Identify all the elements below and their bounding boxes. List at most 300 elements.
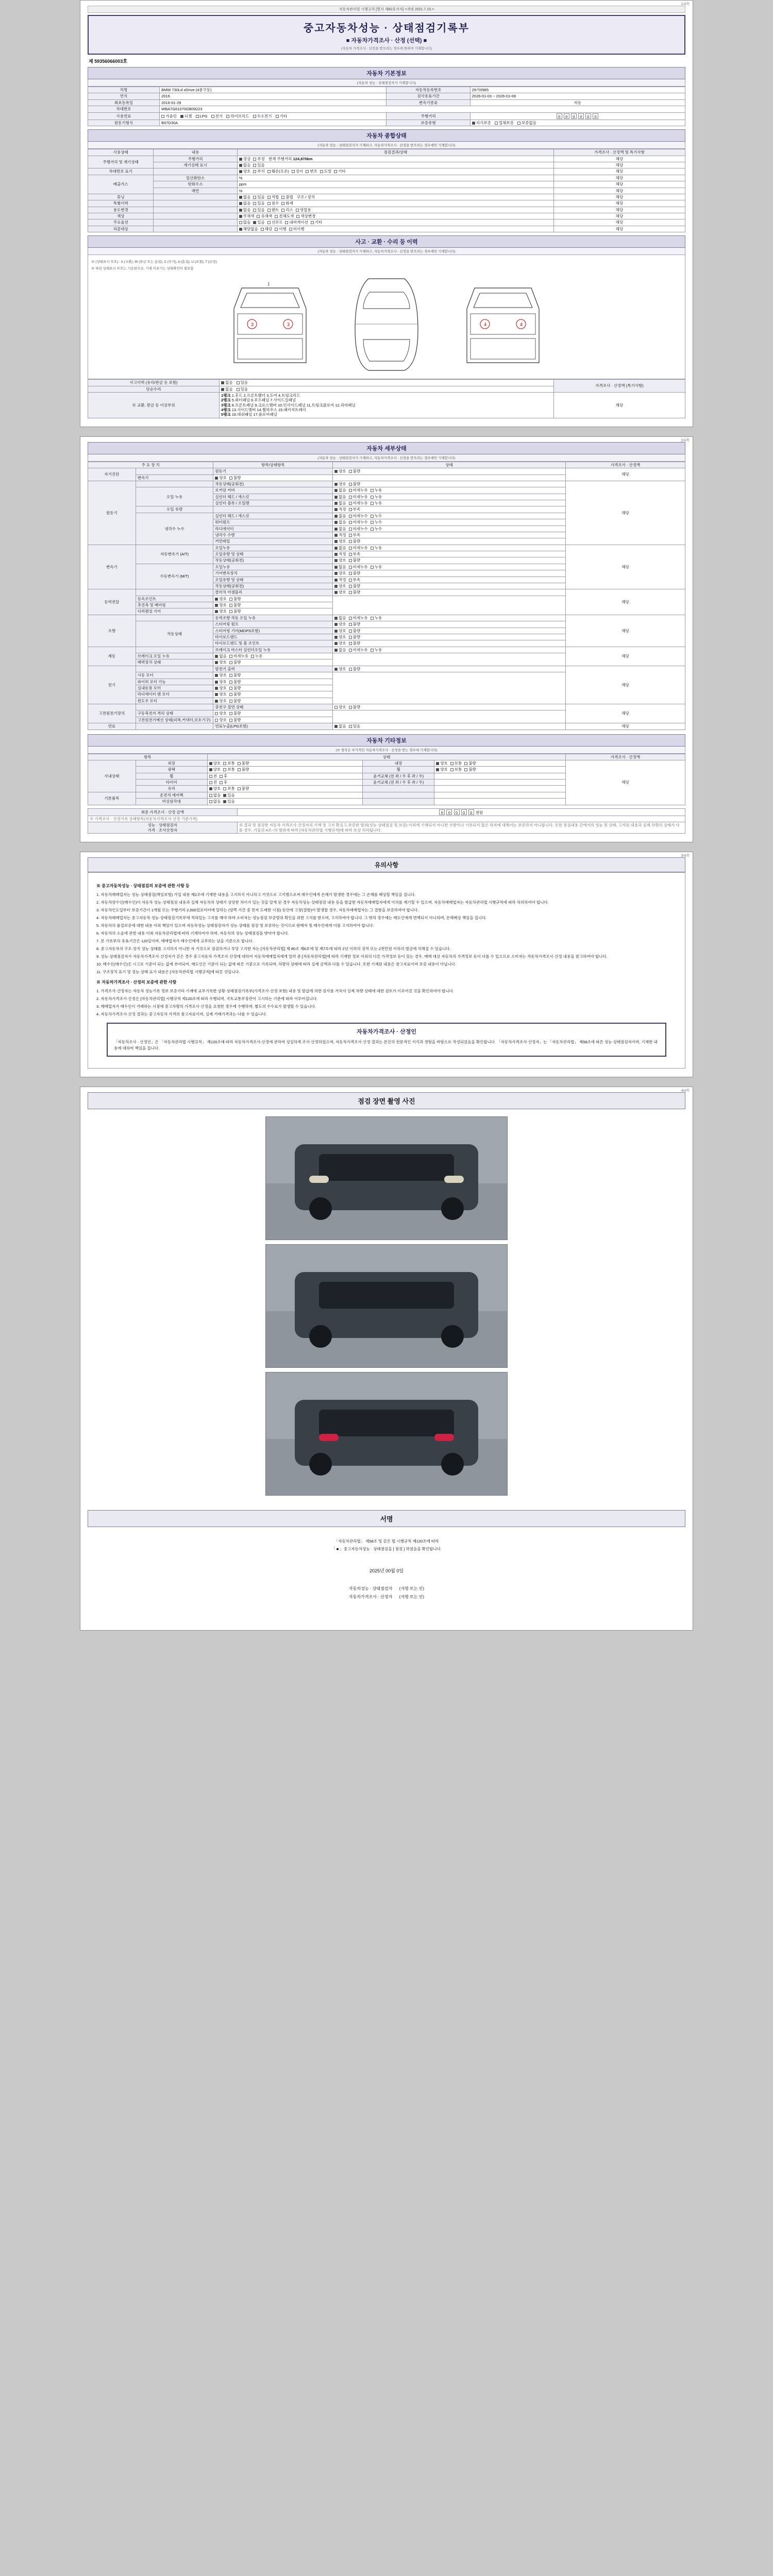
detail-option[interactable] (349, 482, 361, 486)
detail-option[interactable] (334, 539, 346, 544)
checkbox-icon[interactable] (334, 623, 338, 626)
checkbox-icon[interactable] (334, 496, 338, 499)
checkbox-icon[interactable] (349, 534, 352, 537)
checkbox-icon[interactable] (334, 566, 338, 569)
detail-option[interactable] (215, 673, 227, 677)
detail-option[interactable] (229, 686, 241, 690)
detail-option[interactable] (349, 565, 368, 569)
etc-option[interactable] (209, 780, 217, 785)
checkbox-icon[interactable] (215, 655, 218, 658)
checkbox-icon[interactable] (215, 610, 218, 613)
checkbox-icon[interactable] (371, 566, 374, 569)
checkbox-icon[interactable] (464, 768, 467, 771)
checkbox-icon[interactable] (215, 681, 218, 684)
detail-option[interactable] (349, 641, 361, 646)
checkbox-icon[interactable] (223, 794, 226, 797)
checkbox-icon[interactable] (306, 170, 309, 173)
overall-option[interactable] (267, 169, 289, 174)
detail-option[interactable] (334, 578, 346, 582)
checkbox-icon[interactable] (229, 700, 232, 703)
checkbox-icon[interactable] (238, 762, 241, 765)
fuel-option[interactable]: 디젤 (180, 114, 192, 118)
etc-option[interactable] (238, 761, 249, 766)
checkbox-icon[interactable] (371, 649, 374, 652)
checkbox-icon[interactable] (334, 508, 338, 511)
detail-option[interactable] (215, 686, 227, 690)
checkbox-icon[interactable] (209, 787, 212, 790)
fuel-option[interactable]: 기타 (276, 114, 288, 118)
detail-option[interactable] (334, 724, 346, 728)
checkbox-icon[interactable] (349, 547, 352, 550)
etc-option[interactable] (238, 767, 249, 772)
checkbox-icon[interactable] (349, 706, 352, 709)
checkbox-icon[interactable] (349, 725, 352, 728)
checkbox-icon[interactable] (239, 215, 242, 218)
checkbox-icon[interactable] (229, 655, 232, 658)
checkbox-icon[interactable] (349, 636, 352, 639)
detail-option[interactable] (229, 692, 241, 697)
checkbox-icon[interactable] (349, 630, 352, 633)
detail-option[interactable] (349, 495, 368, 499)
detail-option[interactable] (334, 533, 346, 537)
detail-option[interactable] (349, 648, 368, 652)
detail-option[interactable] (334, 571, 346, 575)
checkbox-icon[interactable] (334, 642, 338, 645)
etc-option[interactable] (223, 786, 235, 791)
overall-option[interactable] (257, 214, 272, 218)
fuel-option[interactable]: 전기 (211, 114, 223, 118)
detail-option[interactable] (349, 488, 368, 493)
detail-option[interactable] (371, 488, 382, 493)
checkbox-icon[interactable] (436, 768, 439, 771)
fuel-option[interactable]: LPG (196, 114, 208, 118)
checkbox-icon[interactable] (495, 122, 498, 125)
detail-option[interactable] (334, 558, 346, 563)
detail-option[interactable] (334, 514, 346, 518)
detail-option[interactable] (371, 495, 382, 499)
overall-option[interactable] (239, 195, 251, 199)
checkbox-icon[interactable] (237, 381, 240, 384)
checkbox-icon[interactable] (371, 547, 374, 550)
checkbox-icon[interactable] (334, 483, 338, 486)
checkbox-icon[interactable] (349, 566, 352, 569)
checkbox-icon[interactable] (275, 228, 278, 231)
overall-option[interactable] (306, 169, 317, 174)
checkbox-icon[interactable] (472, 122, 475, 125)
checkbox-icon[interactable] (334, 649, 338, 652)
detail-option[interactable] (334, 546, 346, 550)
checkbox-icon[interactable] (215, 687, 218, 690)
etc-option[interactable] (436, 767, 448, 772)
detail-option[interactable] (334, 667, 346, 671)
checkbox-icon[interactable] (226, 115, 229, 118)
detail-option[interactable] (334, 622, 346, 626)
checkbox-icon[interactable] (334, 534, 338, 537)
detail-option[interactable] (371, 648, 382, 652)
checkbox-icon[interactable] (334, 489, 338, 492)
checkbox-icon[interactable] (349, 515, 352, 518)
etc-option[interactable] (209, 799, 221, 804)
detail-option[interactable] (229, 476, 241, 480)
detail-option[interactable] (334, 629, 346, 633)
detail-option[interactable] (371, 520, 382, 524)
detail-option[interactable] (334, 635, 346, 639)
detail-option[interactable] (349, 705, 361, 709)
etc-option[interactable] (464, 767, 476, 772)
checkbox-icon[interactable] (349, 585, 352, 588)
etc-option[interactable] (223, 761, 235, 766)
detail-option[interactable] (229, 718, 241, 722)
checkbox-icon[interactable] (267, 221, 271, 224)
detail-option[interactable] (215, 692, 227, 697)
checkbox-icon[interactable] (253, 202, 256, 205)
accident-option[interactable]: 있음 (237, 380, 248, 385)
detail-option[interactable] (334, 488, 346, 493)
checkbox-icon[interactable] (349, 483, 352, 486)
checkbox-icon[interactable] (220, 781, 223, 784)
checkbox-icon[interactable] (334, 630, 338, 633)
checkbox-icon[interactable] (253, 115, 256, 118)
checkbox-icon[interactable] (239, 221, 242, 224)
checkbox-icon[interactable] (209, 781, 212, 784)
detail-option[interactable] (349, 667, 361, 671)
detail-option[interactable] (334, 520, 346, 524)
checkbox-icon[interactable] (349, 470, 352, 473)
checkbox-icon[interactable] (289, 228, 292, 231)
detail-option[interactable] (215, 597, 227, 601)
overall-option[interactable] (311, 220, 323, 225)
checkbox-icon[interactable] (211, 115, 214, 118)
checkbox-icon[interactable] (275, 215, 278, 218)
etc-option[interactable] (436, 761, 448, 766)
etc-option[interactable] (220, 774, 227, 778)
detail-option[interactable] (334, 469, 346, 473)
checkbox-icon[interactable] (281, 209, 284, 212)
checkbox-icon[interactable] (253, 170, 256, 173)
checkbox-icon[interactable] (215, 700, 218, 703)
etc-option[interactable] (209, 793, 221, 798)
checkbox-icon[interactable] (229, 604, 232, 607)
checkbox-icon[interactable] (267, 170, 271, 173)
overall-option[interactable] (239, 208, 251, 212)
detail-option[interactable] (229, 699, 241, 703)
checkbox-icon[interactable] (334, 579, 338, 582)
checkbox-icon[interactable] (334, 706, 338, 709)
detail-option[interactable] (229, 609, 241, 614)
checkbox-icon[interactable] (253, 158, 256, 161)
checkbox-icon[interactable] (371, 617, 374, 620)
overall-option[interactable] (261, 227, 273, 231)
etc-option[interactable] (464, 761, 476, 766)
detail-option[interactable] (334, 641, 346, 646)
overall-option[interactable] (239, 214, 255, 218)
warranty-option[interactable]: 업체보증 (495, 121, 514, 125)
checkbox-icon[interactable] (229, 674, 232, 677)
checkbox-icon[interactable] (221, 388, 224, 391)
checkbox-icon[interactable] (349, 623, 352, 626)
checkbox-icon[interactable] (349, 617, 352, 620)
checkbox-icon[interactable] (349, 642, 352, 645)
detail-option[interactable] (215, 699, 227, 703)
checkbox-icon[interactable] (334, 547, 338, 550)
etc-option[interactable] (223, 793, 235, 798)
overall-option[interactable] (292, 169, 304, 174)
detail-option[interactable] (215, 680, 227, 684)
checkbox-icon[interactable] (334, 585, 338, 588)
detail-option[interactable] (215, 660, 227, 665)
overall-option[interactable] (296, 208, 311, 212)
overall-option[interactable] (281, 195, 293, 199)
detail-option[interactable] (349, 616, 368, 620)
checkbox-icon[interactable] (209, 768, 212, 771)
checkbox-icon[interactable] (296, 209, 299, 212)
checkbox-icon[interactable] (215, 604, 218, 607)
overall-option[interactable] (267, 208, 279, 212)
checkbox-icon[interactable] (229, 661, 232, 664)
detail-option[interactable] (215, 711, 227, 716)
checkbox-icon[interactable] (209, 775, 212, 778)
detail-option[interactable] (349, 584, 361, 588)
overall-option[interactable] (267, 195, 279, 199)
checkbox-icon[interactable] (349, 508, 352, 511)
overall-option[interactable] (275, 227, 287, 231)
checkbox-icon[interactable] (239, 202, 242, 205)
checkbox-icon[interactable] (349, 521, 352, 524)
etc-option[interactable] (450, 767, 462, 772)
detail-option[interactable] (371, 527, 382, 531)
detail-option[interactable] (349, 590, 361, 595)
checkbox-icon[interactable] (215, 661, 218, 664)
detail-option[interactable] (334, 616, 346, 620)
checkbox-icon[interactable] (229, 681, 232, 684)
checkbox-icon[interactable] (215, 712, 218, 715)
detail-option[interactable] (334, 527, 346, 531)
overall-option[interactable] (267, 201, 279, 206)
checkbox-icon[interactable] (334, 668, 338, 671)
checkbox-icon[interactable] (371, 528, 374, 531)
detail-option[interactable] (349, 635, 361, 639)
detail-option[interactable] (349, 724, 361, 728)
checkbox-icon[interactable] (276, 115, 279, 118)
checkbox-icon[interactable] (253, 196, 256, 199)
fuel-option[interactable]: 하이브리드 (226, 114, 249, 118)
checkbox-icon[interactable] (349, 496, 352, 499)
checkbox-icon[interactable] (349, 502, 352, 505)
detail-option[interactable] (349, 629, 361, 633)
checkbox-icon[interactable] (349, 559, 352, 562)
detail-option[interactable] (215, 718, 227, 722)
detail-option[interactable] (349, 571, 361, 575)
checkbox-icon[interactable] (239, 164, 242, 167)
checkbox-icon[interactable] (215, 693, 218, 696)
overall-option[interactable] (334, 169, 346, 174)
checkbox-icon[interactable] (320, 170, 323, 173)
checkbox-icon[interactable] (371, 515, 374, 518)
checkbox-icon[interactable] (349, 579, 352, 582)
checkbox-icon[interactable] (334, 591, 338, 594)
detail-option[interactable] (334, 501, 346, 505)
checkbox-icon[interactable] (209, 800, 212, 803)
fuel-option[interactable]: 가솔린 (161, 114, 177, 118)
detail-option[interactable] (334, 584, 346, 588)
detail-option[interactable] (334, 482, 346, 486)
checkbox-icon[interactable] (229, 477, 232, 480)
simple-repair-option[interactable]: 없음 (221, 387, 233, 392)
checkbox-icon[interactable] (349, 540, 352, 543)
checkbox-icon[interactable] (371, 496, 374, 499)
checkbox-icon[interactable] (349, 649, 352, 652)
checkbox-icon[interactable] (238, 768, 241, 771)
checkbox-icon[interactable] (517, 122, 520, 125)
checkbox-icon[interactable] (257, 215, 260, 218)
checkbox-icon[interactable] (285, 221, 288, 224)
detail-option[interactable] (334, 565, 346, 569)
checkbox-icon[interactable] (215, 719, 218, 722)
overall-option[interactable] (320, 169, 332, 174)
checkbox-icon[interactable] (239, 170, 242, 173)
checkbox-icon[interactable] (334, 559, 338, 562)
checkbox-icon[interactable] (239, 228, 242, 231)
checkbox-icon[interactable] (215, 674, 218, 677)
checkbox-icon[interactable] (253, 221, 256, 224)
checkbox-icon[interactable] (334, 502, 338, 505)
detail-option[interactable] (371, 514, 382, 518)
detail-option[interactable] (229, 654, 248, 658)
checkbox-icon[interactable] (464, 762, 467, 765)
detail-option[interactable] (334, 590, 346, 595)
checkbox-icon[interactable] (296, 215, 299, 218)
etc-option[interactable] (223, 799, 235, 804)
checkbox-icon[interactable] (267, 202, 271, 205)
checkbox-icon[interactable] (349, 668, 352, 671)
checkbox-icon[interactable] (334, 725, 338, 728)
checkbox-icon[interactable] (221, 381, 224, 384)
checkbox-icon[interactable] (253, 209, 256, 212)
checkbox-icon[interactable] (334, 636, 338, 639)
overall-option[interactable] (253, 195, 265, 199)
checkbox-icon[interactable] (349, 489, 352, 492)
overall-option[interactable] (253, 220, 265, 225)
overall-option[interactable] (289, 227, 305, 231)
overall-option[interactable] (253, 163, 265, 167)
detail-option[interactable] (349, 539, 361, 544)
checkbox-icon[interactable] (196, 115, 199, 118)
detail-option[interactable] (215, 476, 227, 480)
overall-option[interactable] (239, 227, 258, 231)
detail-option[interactable] (349, 558, 361, 563)
detail-option[interactable] (229, 660, 241, 665)
etc-option[interactable] (220, 780, 227, 785)
checkbox-icon[interactable] (349, 553, 352, 556)
detail-option[interactable] (215, 654, 227, 658)
checkbox-icon[interactable] (281, 196, 284, 199)
checkbox-icon[interactable] (371, 489, 374, 492)
etc-option[interactable] (450, 761, 462, 766)
overall-option[interactable] (239, 220, 251, 225)
detail-option[interactable] (349, 527, 368, 531)
checkbox-icon[interactable] (223, 787, 226, 790)
overall-option[interactable] (253, 208, 265, 212)
detail-option[interactable] (215, 603, 227, 607)
overall-option[interactable] (239, 157, 251, 161)
etc-option[interactable] (209, 767, 221, 772)
checkbox-icon[interactable] (253, 164, 256, 167)
checkbox-icon[interactable] (334, 470, 338, 473)
detail-option[interactable] (349, 546, 368, 550)
warranty-option[interactable]: 자가보증 (472, 121, 491, 125)
overall-option[interactable] (239, 163, 251, 167)
detail-option[interactable] (349, 501, 368, 505)
detail-option[interactable] (334, 495, 346, 499)
checkbox-icon[interactable] (292, 170, 295, 173)
checkbox-icon[interactable] (237, 388, 240, 391)
checkbox-icon[interactable] (261, 228, 264, 231)
detail-option[interactable] (334, 648, 346, 652)
detail-option[interactable] (349, 578, 361, 582)
detail-option[interactable] (215, 609, 227, 614)
checkbox-icon[interactable] (229, 693, 232, 696)
etc-option[interactable] (223, 767, 235, 772)
detail-option[interactable] (349, 622, 361, 626)
checkbox-icon[interactable] (267, 196, 271, 199)
checkbox-icon[interactable] (371, 502, 374, 505)
checkbox-icon[interactable] (238, 787, 241, 790)
checkbox-icon[interactable] (161, 115, 164, 118)
overall-option[interactable] (267, 220, 283, 225)
checkbox-icon[interactable] (223, 762, 226, 765)
checkbox-icon[interactable] (334, 553, 338, 556)
checkbox-icon[interactable] (311, 221, 314, 224)
checkbox-icon[interactable] (349, 572, 352, 575)
checkbox-icon[interactable] (450, 768, 453, 771)
checkbox-icon[interactable] (209, 762, 212, 765)
detail-option[interactable] (349, 552, 361, 556)
detail-option[interactable] (229, 603, 241, 607)
checkbox-icon[interactable] (209, 794, 212, 797)
overall-option[interactable] (296, 214, 315, 218)
overall-option[interactable] (239, 169, 251, 174)
overall-option[interactable] (253, 157, 265, 161)
checkbox-icon[interactable] (215, 477, 218, 480)
accident-option[interactable]: 없음 (221, 380, 233, 385)
checkbox-icon[interactable] (334, 572, 338, 575)
checkbox-icon[interactable] (349, 591, 352, 594)
checkbox-icon[interactable] (229, 687, 232, 690)
detail-option[interactable] (229, 711, 241, 716)
overall-option[interactable] (285, 220, 308, 225)
checkbox-icon[interactable] (229, 712, 232, 715)
overall-option[interactable] (253, 169, 265, 174)
detail-option[interactable] (371, 565, 382, 569)
overall-option[interactable] (275, 214, 294, 218)
checkbox-icon[interactable] (334, 170, 337, 173)
checkbox-icon[interactable] (281, 202, 284, 205)
checkbox-icon[interactable] (436, 762, 439, 765)
detail-option[interactable] (349, 520, 368, 524)
detail-option[interactable] (349, 533, 361, 537)
detail-option[interactable] (371, 616, 382, 620)
warranty-option[interactable]: 보증없음 (517, 121, 536, 125)
checkbox-icon[interactable] (349, 528, 352, 531)
checkbox-icon[interactable] (229, 610, 232, 613)
checkbox-icon[interactable] (334, 515, 338, 518)
etc-option[interactable] (209, 761, 221, 766)
checkbox-icon[interactable] (239, 158, 242, 161)
checkbox-icon[interactable] (267, 209, 271, 212)
checkbox-icon[interactable] (334, 540, 338, 543)
detail-option[interactable] (349, 507, 361, 512)
checkbox-icon[interactable] (223, 800, 226, 803)
